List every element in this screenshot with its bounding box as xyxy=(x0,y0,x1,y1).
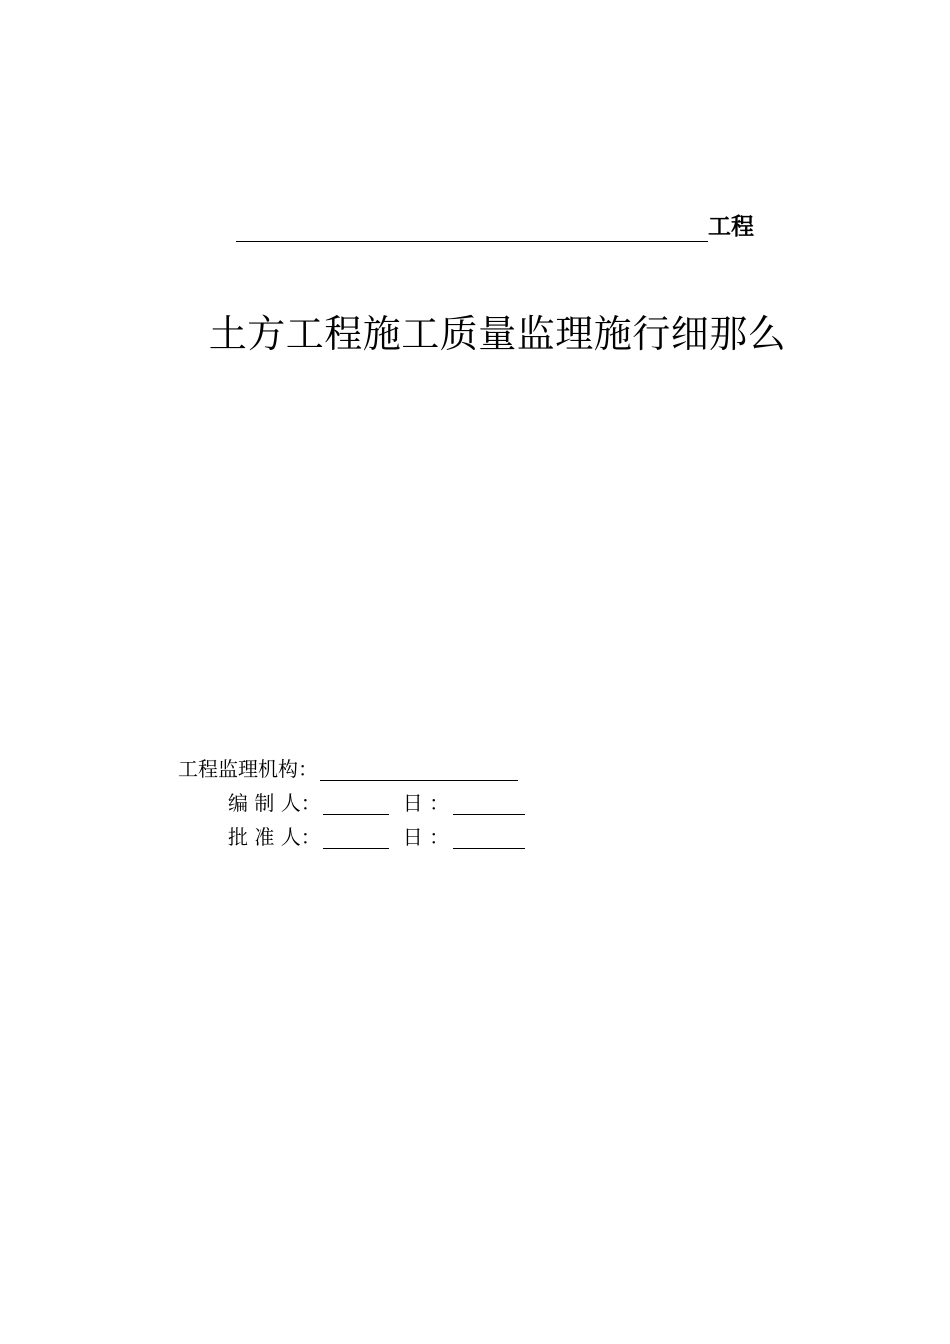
approver-row xyxy=(178,818,525,852)
org-label: 工程监理机构： xyxy=(178,757,318,781)
org-row xyxy=(178,750,525,784)
project-suffix: 工程 xyxy=(708,214,754,240)
org-blank xyxy=(320,754,518,781)
editor-blank xyxy=(323,788,389,815)
editor-date-blank xyxy=(453,788,525,815)
approver-date-label: 日 ： xyxy=(402,825,450,849)
approver-blank xyxy=(323,822,389,849)
editor-date-label: 日 ： xyxy=(402,791,450,815)
project-name-line xyxy=(236,208,754,242)
editor-label: 编 制 人： xyxy=(228,791,321,815)
signature-block xyxy=(178,750,525,852)
editor-row xyxy=(178,784,525,818)
approver-label: 批 准 人： xyxy=(228,825,321,849)
approver-date-blank xyxy=(453,822,525,849)
document-title: 土方工程施工质量监理施行细那么 xyxy=(208,312,787,356)
project-name-blank xyxy=(236,212,708,242)
